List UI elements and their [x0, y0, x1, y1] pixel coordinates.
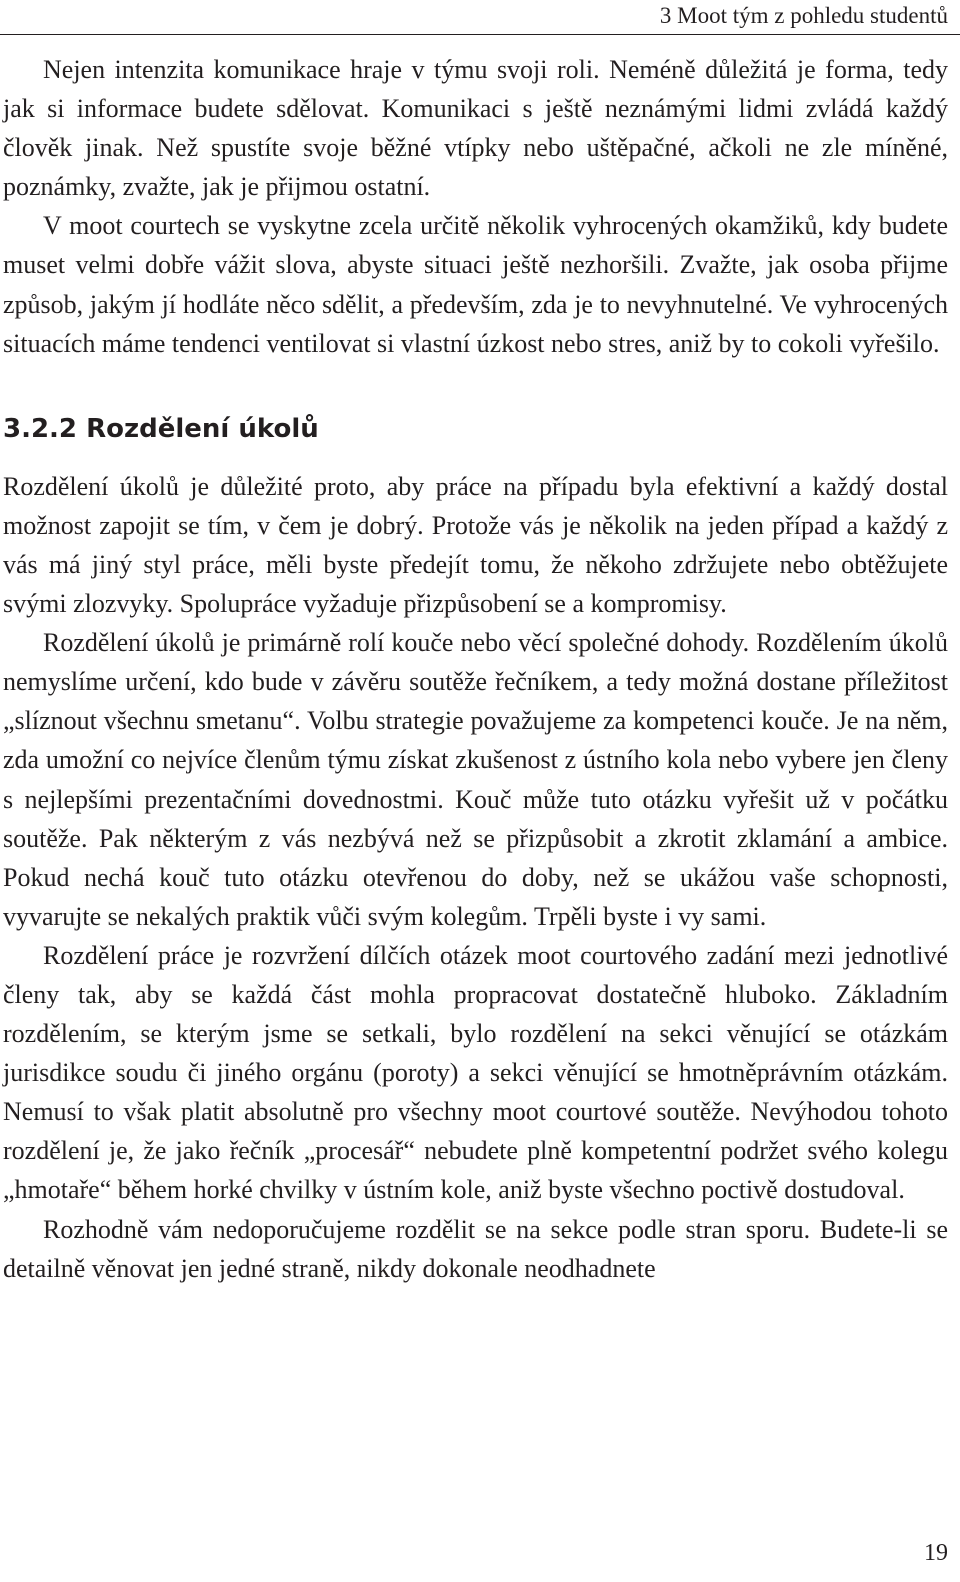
section-heading: 3.2.2 Rozdělení úkolů [3, 413, 319, 444]
paragraph-sides-recommendation: Rozhodně vám nedoporučujeme rozdělit se na sekce podle stran sporu. Budete-li se detailně věnovat jen jedné straně, nikdy dokonale neodhadnete [3, 1214, 948, 1283]
page-number: 19 [924, 1540, 948, 1566]
page-body [3, 50, 948, 1288]
paragraph-task-division-importance: Rozdělení úkolů je důležité proto, aby práce na případu byla efektivní a každý dostal možnost zapojit se tím, v čem je dobrý. Protože vás je několik na jeden případ a každý z vás má jiný styl práce, měli byste předejít tomu, že někoho zdržujete nebo obtěžujete svými zlozvyky. Spolupráce vyžaduje přizpůsobení se a kompromisy. [3, 471, 948, 619]
paragraph-heated-moments: V moot courtech se vyskytne zcela určitě několik vyhrocených okamžiků, kdy budete muset velmi dobře vážit slova, abyste situaci ještě nezhoršili. Zvažte, jak osoba přijme způsob, jakým jí hodláte něco sdělit, a především, zda je to nevyhnutelné. Ve vyhrocených situacích máme tendenci ventilovat si vlastní úzkost nebo stres, aniž by to cokoli vyřešilo. [3, 211, 948, 358]
header-rule [0, 34, 960, 35]
paragraph-work-division: Rozdělení práce je rozvržení dílčích otázek moot courtového zadání mezi jednotlivé členy tak, aby se každá část mohla propracovat dostatečně hluboko. Základním rozdělením, se kterým jsme se setkali, bylo rozdělení na sekci věnující se otázkám jurisdikce soudu či jiného orgánu (poroty) a sekci věnující se hmotněprávním otázkám. Nemusí to však platit absolutně pro všechny moot courtové soutěže. Nevýhodou tohoto rozdělení je, že jako řečník „procesář“ nebudete plně kompetentní podržet svého kolegu „hmotaře“ během horké chvilky v ústním kole, aniž byste všechno poctivě dostudoval. [3, 940, 948, 1205]
running-header: 3 Moot tým z pohledu studentů [659, 3, 948, 28]
paragraph-coach-role: Rozdělení úkolů je primárně rolí kouče nebo věcí společné dohody. Rozdělením úkolů nemyslíme určení, kdo bude v závěru soutěže řečníkem, a tedy možná dostane příležitost „slíznout všechnu smetanu“. Volbu strategie považujeme za kompetenci kouče. Je na něm, zda umožní co nejvíce členům týmu získat zkušenost z ústního kola nebo vybere jen členy s nejlepšími prezentačními dovednostmi. Kouč může tuto otázku vyřešit už v počátku soutěže. Pak některým z vás nezbývá než se přizpůsobit a zkrotit zklamání a ambice. Pokud nechá kouč tuto otázku otevřenou do doby, než se ukážou vaše schopnosti, vyvarujte se nekalých praktik vůči svým kolegům. Trpěli byste i vy sami. [3, 628, 948, 931]
paragraph-communication-form: Nejen intenzita komunikace hraje v týmu svoji roli. Neméně důležitá je forma, tedy jak si informace budete sdělovat. Komunikaci s ještě neznámými lidmi zvládá každý člověk jinak. Než spustíte svoje běžné vtípky nebo uštěpačné, ačkoli ne zle míněné, poznámky, zvažte, jak je přijmou ostatní. [3, 55, 948, 202]
